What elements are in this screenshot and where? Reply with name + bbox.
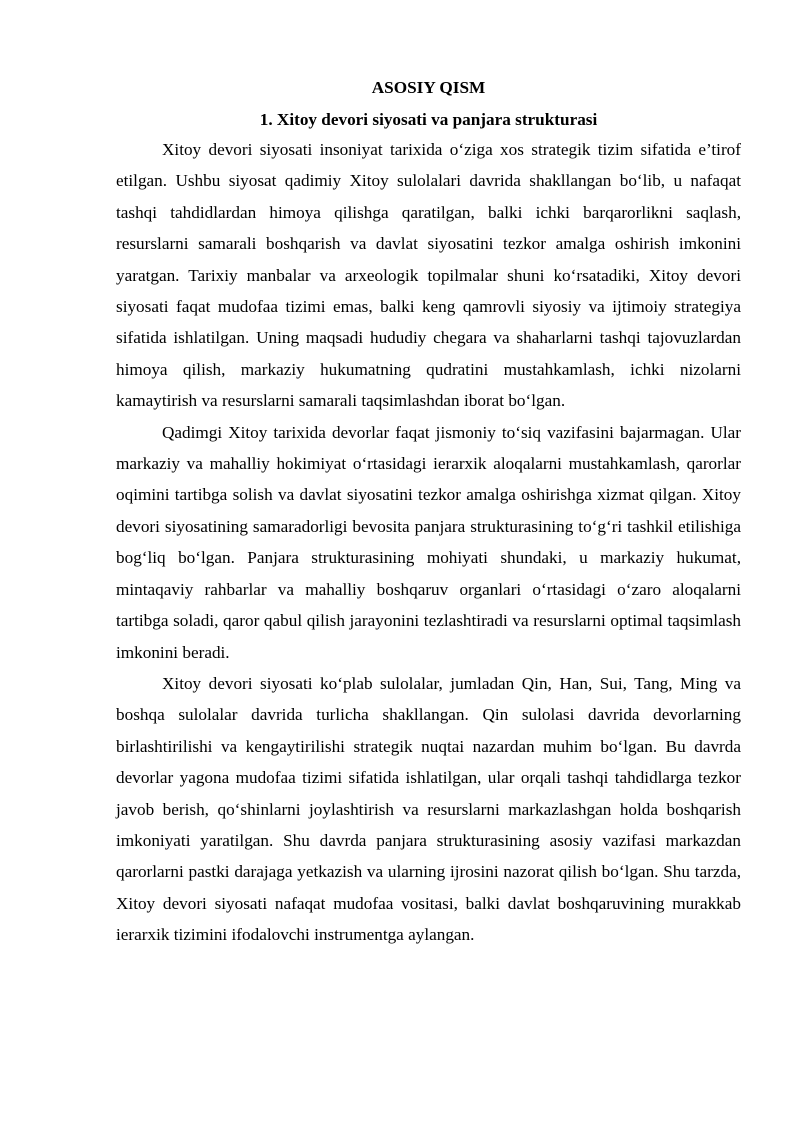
document-page <box>116 74 741 951</box>
main-heading: ASOSIY QISM <box>371 78 486 97</box>
paragraph: Qadimgi Xitoy tarixida devorlar faqat jismoniy to‘siq vazifasini bajarmagan. Ular markaziy va mahalliy hokimiyat o‘rtasidagi ierarxik aloqalarni mustahkamlash, qarorlar oqimini tartibga solish va davlat siyosatini tezkor amalga oshirishga xizmat qilgan. Xitoy devori siyosatining samaradorligi bevosita panjara strukturasining to‘g‘ri tashkil etilishiga bog‘liq bo‘lgan. Panjara strukturasining mohiyati shundaki, u markaziy hukumat, mintaqaviy rahbarlar va mahalliy boshqaruv organlari o‘rtasidagi o‘zaro aloqalarni tartibga soladi, qaror qabul qilish jarayonini tezlashtiradi va resurslarni optimal taqsimlash imkonini beradi. <box>116 422 741 662</box>
section-title: 1. Xitoy devori siyosati va panjara strukturasi <box>259 110 598 129</box>
paragraph: Xitoy devori siyosati insoniyat tarixida o‘ziga xos strategik tizim sifatida e’tirof etilgan. Ushbu siyosat qadimiy Xitoy sulolalari davrida shakllangan bo‘lib, u nafaqat tashqi tahdidlardan himoya qilishga qaratilgan, balki ichki barqarorlikni saqlash, resurslarni samarali boshqarish va davlat siyosatini tezkor amalga oshirish imkonini yaratgan. Tarixiy manbalar va arxeologik topilmalar shuni ko‘rsatadiki, Xitoy devori siyosati faqat mudofaa tizimi emas, balki keng qamrovli siyosiy va ijtimoiy strategiya sifatida ishlatilgan. Uning maqsadi hududiy chegara va shaharlarni tashqi tajovuzlardan himoya qilish, markaziy hukumatning qudratini mustahkamlash, ichki nizolarni kamaytirish va resurslarni samarali taqsimlashdan iborat bo‘lgan. <box>116 140 741 411</box>
paragraph: Xitoy devori siyosati ko‘plab sulolalar, jumladan Qin, Han, Sui, Tang, Ming va boshqa sulolalar davrida turlicha shakllangan. Qin sulolasi davrida devorlarning birlashtirilishi va kengaytirilishi strategik nuqtai nazardan muhim bo‘lgan. Bu davrda devorlar yagona mudofaa tizimi sifatida ishlatilgan, ular orqali tashqi tahdidlarga tezkor javob berish, qo‘shinlarni joylashtirish va resurslarni markazlashgan holda boshqarish imkoniyati yaratilgan. Shu davrda panjara strukturasining asosiy vazifasi markazdan qarorlarni pastki darajaga yetkazish va ularning ijrosini nazorat qilish bo‘lgan. Shu tarzda, Xitoy devori siyosati nafaqat mudofaa vositasi, balki davlat boshqaruvining murakkab ierarxik tizimini ifodalovchi instrumentga aylangan. <box>116 673 741 945</box>
